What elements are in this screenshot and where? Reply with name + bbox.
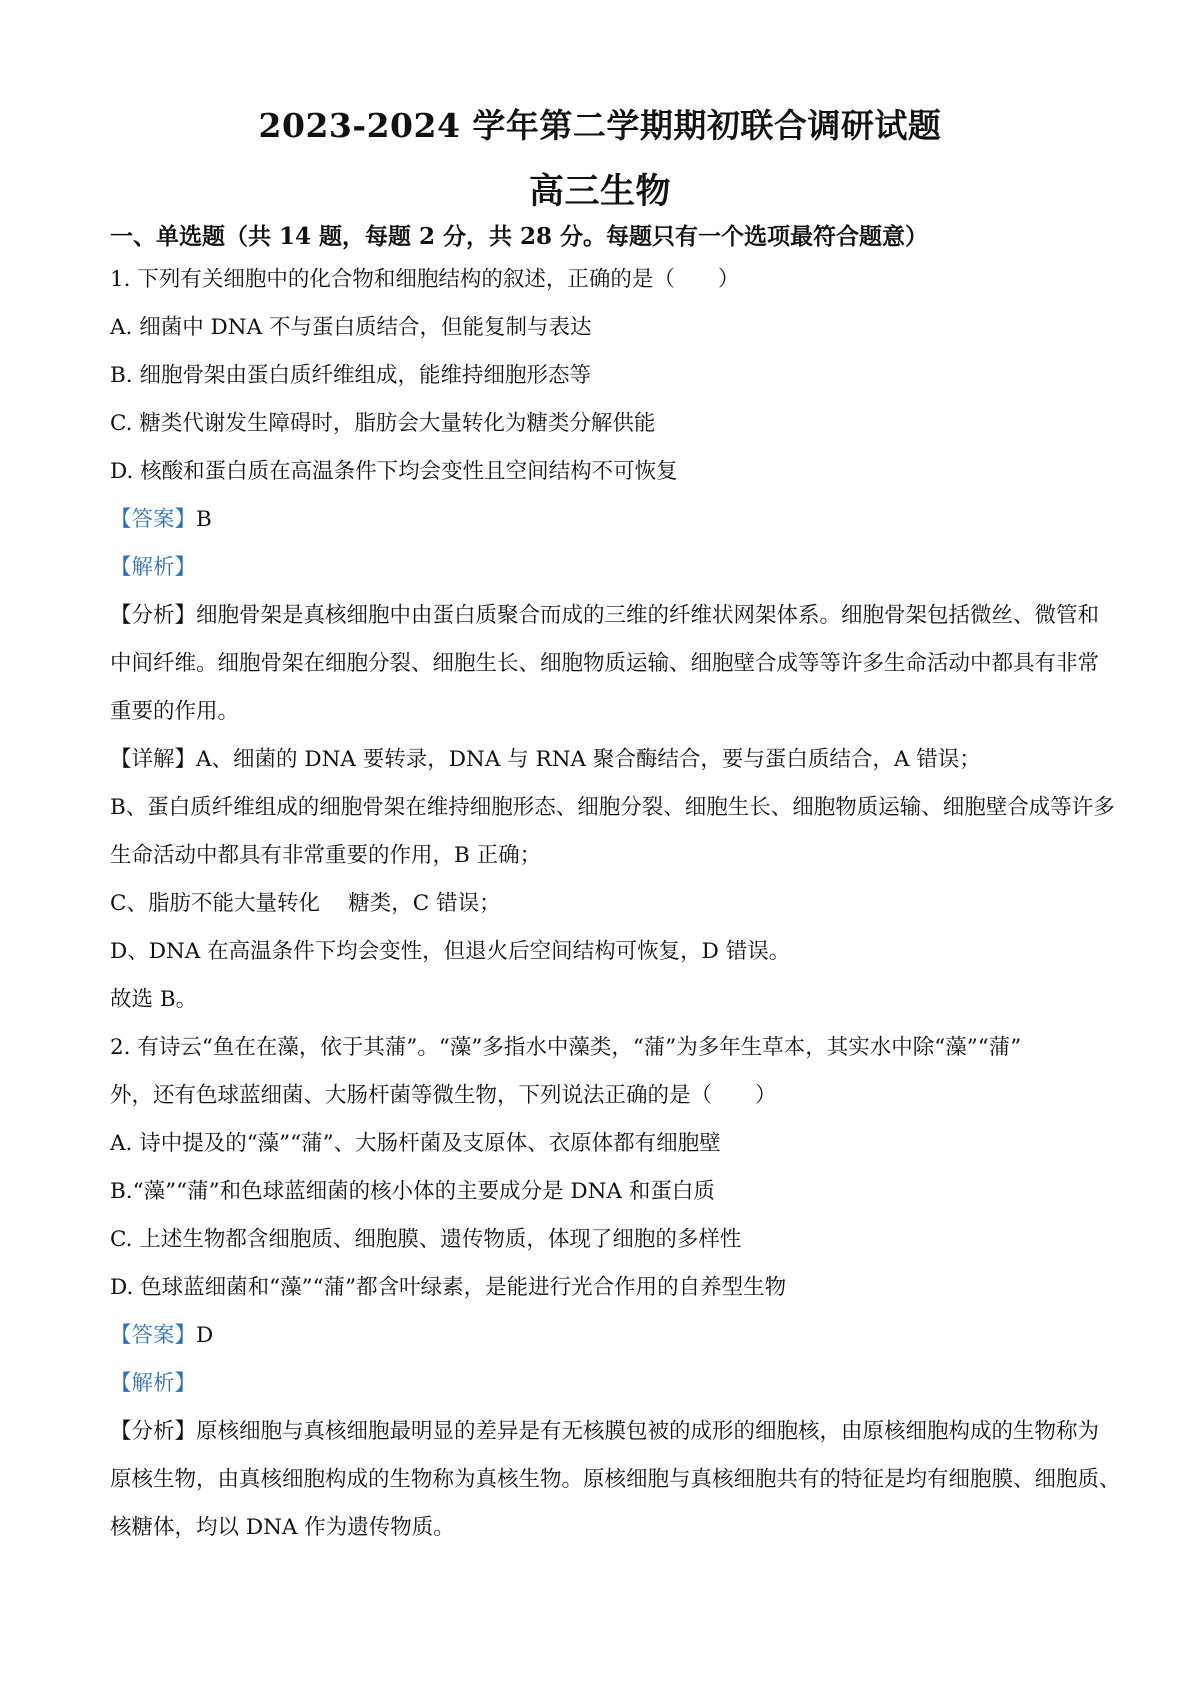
question-2-analysis-line: 核糖体，均以 DNA 作为遗传物质。 <box>110 1515 455 1540</box>
analysis-tag: 【解析】 <box>110 555 197 580</box>
question-1-analysis-tag <box>110 553 1100 583</box>
analysis-tag: 【解析】 <box>110 1371 197 1396</box>
question-2-stem-line: 2. 有诗云“鱼在在藻，依于其蒲”。“藻”多指水中藻类，“蒲”为多年生草本，其实水中除“藻”“蒲” <box>110 1035 1022 1060</box>
question-1-analysis-line: 中间纤维。细胞骨架在细胞分裂、细胞生长、细胞物质运输、细胞壁合成等等许多生命活动中都具有非常 <box>110 651 1100 676</box>
subject-title: 高三生物 <box>528 171 671 212</box>
question-2-analysis-line: 【分析】原核细胞与真核细胞最明显的差异是有无核膜包被的成形的细胞核，由原核细胞构成的生物称为 <box>110 1419 1100 1444</box>
question-2-option-a: A. 诗中提及的“藻”“蒲”、大肠杆菌及支原体、衣原体都有细胞壁 <box>110 1131 721 1156</box>
question-2-option-d: D. 色球蓝细菌和“藻”“蒲”都含叶绿素，是能进行光合作用的自养型生物 <box>110 1275 787 1300</box>
question-1-analysis-line: 重要的作用。 <box>110 699 240 724</box>
answer-tag: 【答案】 <box>110 1323 197 1348</box>
question-1-conclusion: 故选 B。 <box>110 987 198 1012</box>
question-1-stem: 1. 下列有关细胞中的化合物和细胞结构的叙述，正确的是（ ） <box>110 267 740 292</box>
question-2-analysis-line: 原核生物，由真核细胞构成的生物称为真核生物。原核细胞与真核细胞共有的特征是均有细胞膜、细胞质、 <box>110 1467 1121 1492</box>
section-heading: 一、单选题（共 14 题，每题 2 分，共 28 分。每题只有一个选项最符合题意） <box>110 223 929 250</box>
question-1-detail-line: C、脂肪不能大量转化 糖类，C 错误； <box>110 891 501 916</box>
question-1-detail-line: 【详解】A、细菌的 DNA 要转录，DNA 与 RNA 聚合酶结合，要与蛋白质结合，A 错误； <box>110 747 981 772</box>
question-2-option-c: C. 上述生物都含细胞质、细胞膜、遗传物质，体现了细胞的多样性 <box>110 1227 742 1252</box>
document-title: 2023-2024 学年第二学期期初联合调研试题 <box>258 106 942 145</box>
question-2-analysis-tag <box>110 1369 1100 1399</box>
question-1-analysis-line: 【分析】细胞骨架是真核细胞中由蛋白质聚合而成的三维的纤维状网架体系。细胞骨架包括微丝、微管和 <box>110 603 1100 628</box>
question-2-option-b: B.“藻”“蒲”和色球蓝细菌的核小体的主要成分是 DNA 和蛋白质 <box>110 1179 715 1204</box>
answer-value: D <box>196 1323 214 1348</box>
question-1-detail-line: 生命活动中都具有非常重要的作用，B 正确； <box>110 843 542 868</box>
question-1-option-d: D. 核酸和蛋白质在高温条件下均会变性且空间结构不可恢复 <box>110 459 678 484</box>
question-1-option-b: B. 细胞骨架由蛋白质纤维组成，能维持细胞形态等 <box>110 363 591 388</box>
answer-value: B <box>196 507 212 532</box>
question-1-detail-line: B、蛋白质纤维组成的细胞骨架在维持细胞形态、细胞分裂、细胞生长、细胞物质运输、细胞壁合成等许多 <box>110 795 1115 820</box>
question-1-option-c: C. 糖类代谢发生障碍时，脂肪会大量转化为糖类分解供能 <box>110 411 656 436</box>
answer-tag: 【答案】 <box>110 507 197 532</box>
question-1-answer <box>110 505 1100 535</box>
question-1-option-a: A. 细菌中 DNA 不与蛋白质结合，但能复制与表达 <box>110 315 592 340</box>
question-2-stem-line: 外，还有色球蓝细菌、大肠杆菌等微生物，下列说法正确的是（ ） <box>110 1083 777 1108</box>
question-2-answer <box>110 1321 1100 1351</box>
question-1-detail-line: D、DNA 在高温条件下均会变性，但退火后空间结构可恢复，D 错误。 <box>110 939 791 964</box>
